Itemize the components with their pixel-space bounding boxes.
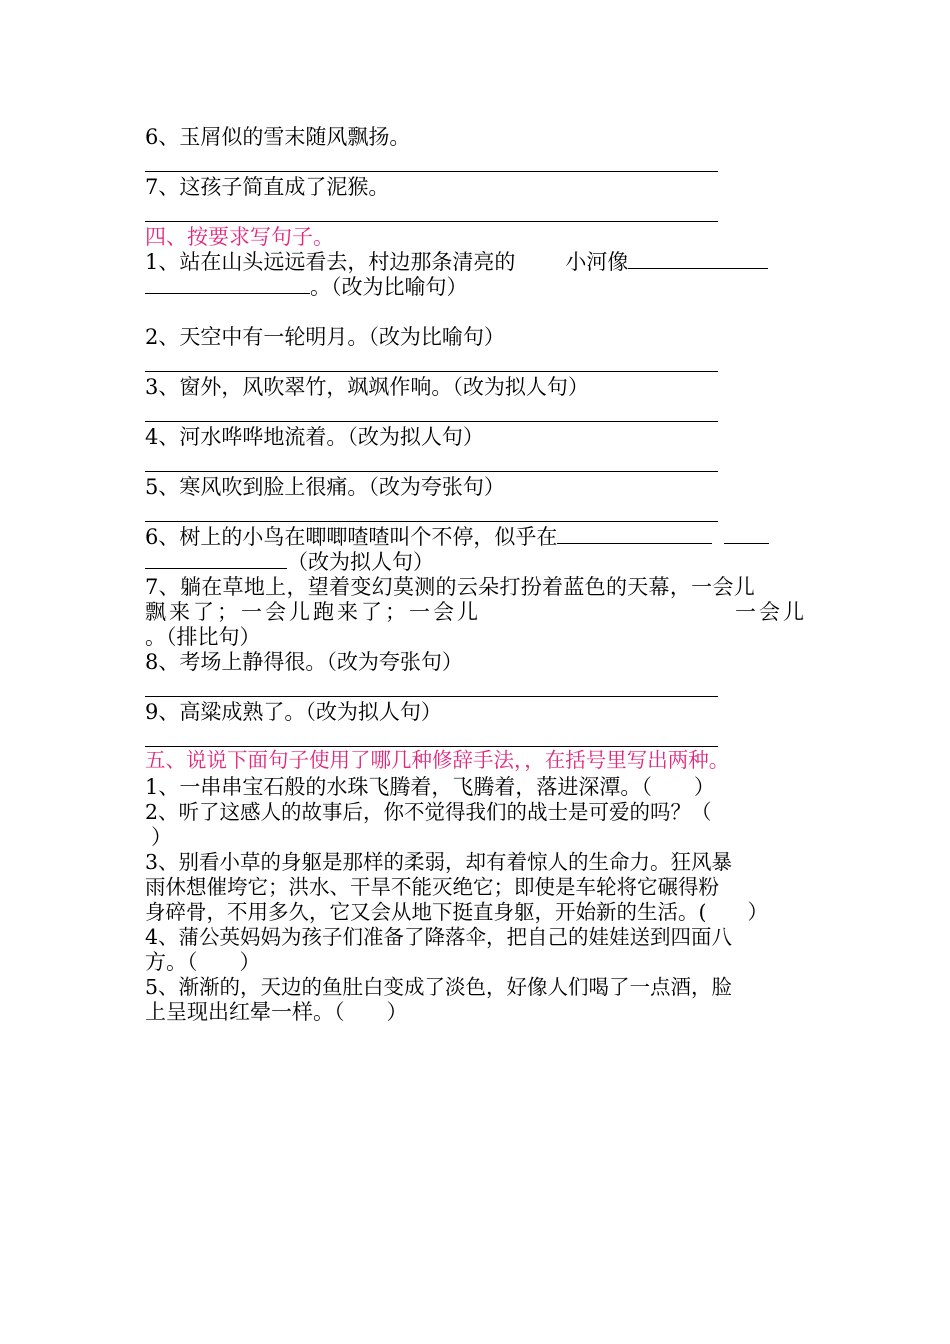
q4-5: 5、寒风吹到脸上很痛。（改为夸张句） [145,475,505,499]
answer-line[interactable] [145,471,718,472]
q5-2-line-a: 2、听了这感人的故事后，你不觉得我们的战士是可爱的吗？（ [145,800,712,824]
q5-1: 1、一串串宝石般的水珠飞腾着，飞腾着，落进深潭。（ ） [145,775,715,799]
q5-2-line-b: ） [151,825,172,849]
q4-7-text-b: 一会儿 [735,600,807,624]
q4-7-line-a: 7、躺在草地上，望着变幻莫测的云朵打扮着蓝色的天幕，一会儿 [145,575,756,599]
q5-4-line-a: 4、蒲公英妈妈为孩子们准备了降落伞，把自己的娃娃送到四面八 [145,925,733,949]
answer-line[interactable] [145,171,718,172]
q5-4-line-b: 方。（ ） [145,950,261,974]
q4-9: 9、高粱成熟了。（改为拟人句） [145,700,442,724]
fill-blank[interactable] [145,275,310,294]
q5-5-line-a: 5、渐渐的，天边的鱼肚白变成了淡色，好像人们喝了一点酒，脸 [145,975,733,999]
q4-1-suffix: 。（改为比喻句） [310,275,468,299]
fill-blank[interactable] [628,250,768,269]
q5-5-line-b: 上呈现出红晕一样。（ ） [145,1000,408,1024]
part3-item-7: 7、这孩子简直成了泥猴。 [145,175,390,199]
q5-3-line-b: 雨休想催垮它；洪水、干旱不能灭绝它；即使是车轮将它碾得粉 [145,875,719,899]
section-five-heading: 五、说说下面句子使用了哪几种修辞手法，，在括号里写出两种。 [145,748,730,772]
q4-2: 2、天空中有一轮明月。（改为比喻句） [145,325,505,349]
q5-3-line-a: 3、别看小草的身躯是那样的柔弱，却有着惊人的生命力。狂风暴 [145,850,733,874]
answer-line[interactable] [145,696,718,697]
section-four-heading: 四、按要求写句子。 [145,225,334,249]
q4-1-text-b: 小河像 [565,250,629,274]
fill-blank[interactable] [557,525,712,544]
q4-6-line-a [145,525,769,550]
q4-6-text: 6、树上的小鸟在唧唧喳喳叫个不停，似乎在 [145,525,558,549]
answer-line[interactable] [145,521,718,522]
answer-line[interactable] [145,421,718,422]
q4-7-text: 飘来了；一会儿跑来了；一会儿 [145,600,481,624]
q4-6-line-b [145,550,434,575]
answer-line[interactable] [145,221,718,222]
answer-line[interactable] [145,371,718,372]
fill-blank[interactable] [724,525,769,544]
q4-8: 8、考场上静得很。（改为夸张句） [145,650,463,674]
q4-1-text: 1、站在山头远远看去，村边那条清亮的 [145,250,516,274]
fill-blank[interactable] [145,550,287,569]
q4-1-line-b [145,275,468,300]
answer-line[interactable] [145,746,718,747]
part3-item-6: 6、玉屑似的雪末随风飘扬。 [145,125,411,149]
q4-6-suffix: （改为拟人句） [287,550,434,574]
q4-1-line-a [145,250,807,275]
q4-4: 4、河水哗哗地流着。（改为拟人句） [145,425,484,449]
q4-7-line-c: 。（排比句） [145,625,261,649]
q4-7-line-b [145,600,807,625]
q5-3-line-c: 身碎骨，不用多久，它又会从地下挺直身躯，开始新的生活。( ） [145,900,768,924]
q4-3: 3、窗外，风吹翠竹，飒飒作响。（改为拟人句） [145,375,589,399]
